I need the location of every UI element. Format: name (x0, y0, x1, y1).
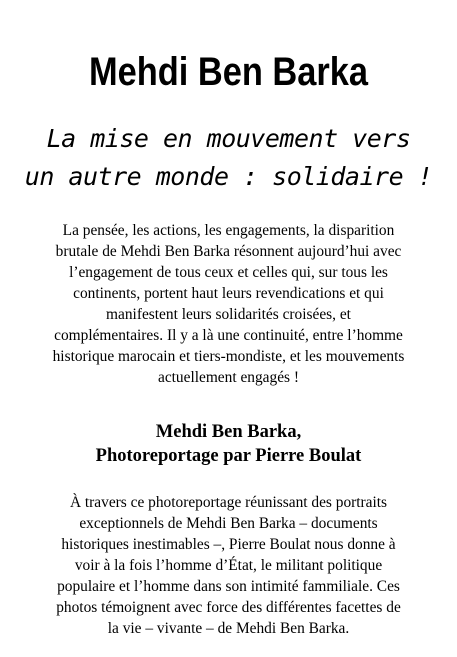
paragraph-line: photos témoignent avec force des différentes facettes de (56, 599, 401, 616)
paragraph-line: La pensée, les actions, les engagements, la disparition (62, 222, 395, 239)
section-heading-line: Photoreportage par Pierre Boulat (95, 446, 362, 466)
paragraph-line: brutale de Mehdi Ben Barka résonnent aujourd’hui avec (55, 243, 402, 260)
section-paragraph (14, 492, 443, 639)
paragraph-line: complémentaires. Il y a là une continuité, entre l’homme (54, 327, 403, 344)
paragraph-line: historique marocain et tiers-mondiste, et les mouvements (52, 348, 405, 365)
page-title: Mehdi Ben Barka (88, 50, 369, 94)
paragraph-line: actuellement engagés ! (157, 369, 299, 386)
subtitle-line: un autre monde : solidaire ! (24, 162, 433, 191)
section-heading-line: Mehdi Ben Barka, (155, 422, 302, 442)
paragraph-line: historiques inestimables –, Pierre Boulat nous donne à (61, 536, 396, 553)
subtitle (0, 120, 457, 196)
paragraph-line: exceptionnels de Mehdi Ben Barka – documents (79, 515, 378, 532)
paragraph-line: continents, portent haut leurs revendications et qui (73, 285, 384, 302)
paragraph-line: l’engagement de tous ceux et celles qui, sur tous les (69, 264, 388, 281)
intro-paragraph (14, 220, 443, 388)
paragraph-line: populaire et l’homme dans son intimité fammiliale. Ces (57, 578, 400, 595)
paragraph-line: la vie – vivante – de Mehdi Ben Barka. (107, 620, 350, 637)
paragraph-line: manifestent leurs solidarités croisées, et (106, 306, 351, 323)
section-heading (0, 420, 457, 468)
paragraph-line: voir à la fois l’homme d’État, le militant politique (74, 557, 383, 574)
paragraph-line: À travers ce photoreportage réunissant des portraits (69, 494, 388, 511)
subtitle-line: La mise en mouvement vers (46, 124, 411, 153)
